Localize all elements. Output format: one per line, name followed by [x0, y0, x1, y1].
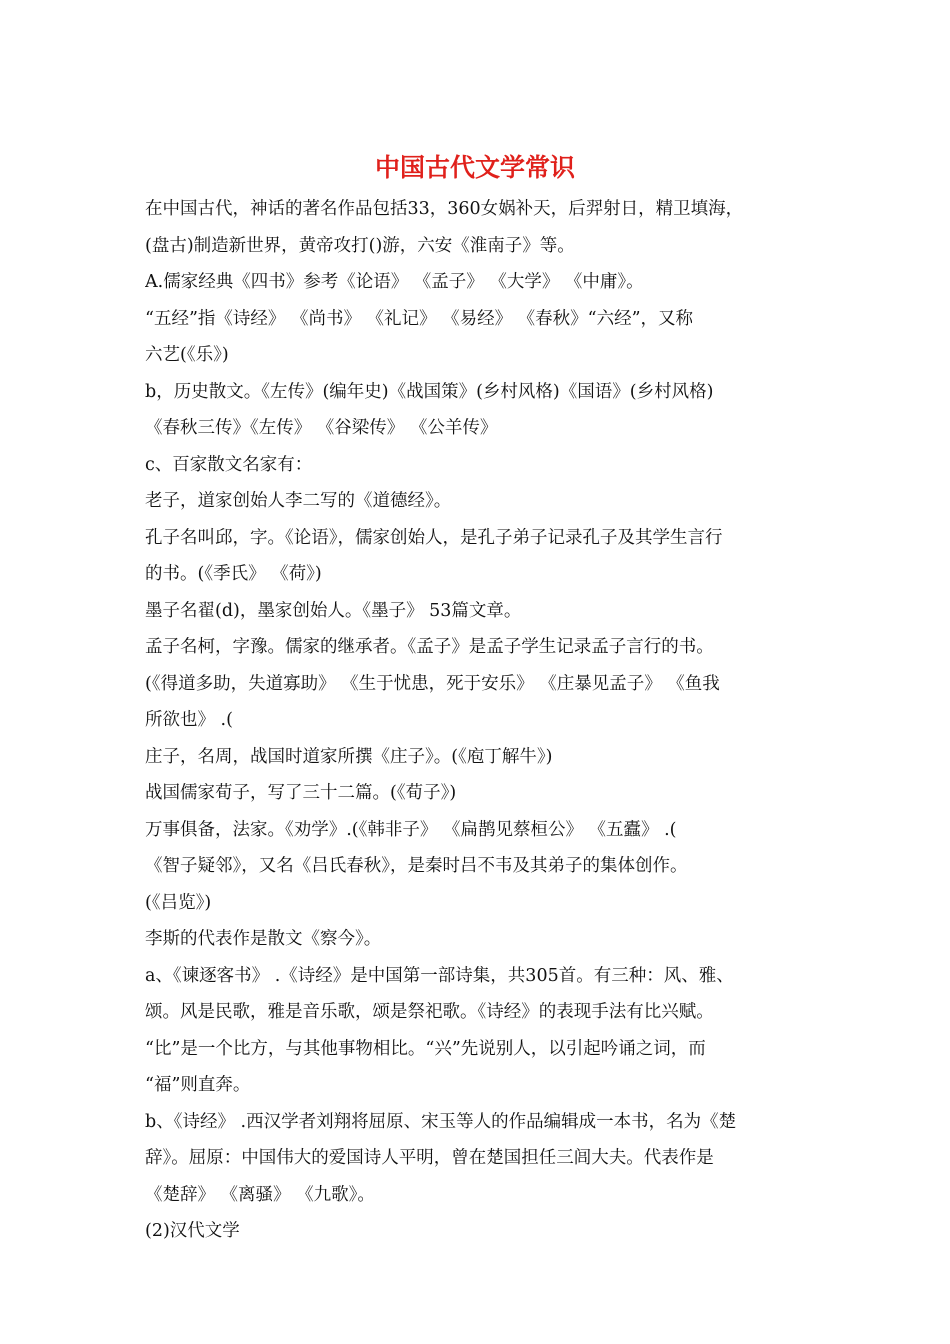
text-line: 墨子名翟(d)，墨家创始人。《墨子》 53篇文章。 [145, 600, 522, 621]
text-line: 孟子名柯，字豫。儒家的继承者。《孟子》是孟子学生记录孟子言行的书。 [145, 637, 714, 657]
text-line: A.儒家经典《四书》参考《论语》 《孟子》 《大学》 《中庸》。 [145, 272, 644, 292]
text-line: 颂。风是民歌，雅是音乐歌，颂是祭祀歌。《诗经》的表现手法有比兴赋。 [145, 1002, 714, 1022]
text-line: 庄子，名周，战国时道家所撰《庄子》。(《庖丁解牛》) [145, 746, 553, 767]
document-body [145, 191, 810, 1250]
text-line: b、《诗经》 .西汉学者刘翔将屈原、宋玉等人的作品编辑成一本书，名为《楚 [145, 1111, 737, 1132]
text-line: (《得道多助，失道寡助》 《生于忧患，死于安乐》 《庄暴见孟子》 《鱼我 [145, 673, 720, 694]
text-line: “五经”指《诗经》 《尚书》 《礼记》 《易经》 《春秋》“六经”，又称 [145, 308, 694, 329]
text-line: 万事俱备，法家。《劝学》.(《韩非子》 《扁鹊见蔡桓公》 《五蠹》 .( [145, 819, 677, 840]
text-line: 在中国古代，神话的著名作品包括33，360女娲补天，后羿射日，精卫填海， [145, 199, 744, 219]
text-line: c、百家散文名家有： [145, 454, 313, 475]
text-line: 李斯的代表作是散文《察今》。 [145, 929, 382, 949]
text-line: “福”则直奔。 [145, 1075, 251, 1095]
text-line: 战国儒家荀子，写了三十二篇。(《荀子》) [145, 783, 457, 803]
text-line: 老子，道家创始人李二写的《道德经》。 [145, 491, 452, 511]
text-line: “比”是一个比方，与其他事物相比。“兴”先说别人，以引起吟诵之词，而 [145, 1038, 706, 1059]
text-line: 《春秋三传》《左传》 《谷梁传》 《公羊传》 [145, 418, 498, 438]
text-line: (盘古)制造新世界，黄帝攻打()游，六安《淮南子》等。 [145, 235, 575, 256]
text-line: 六艺(《乐》) [145, 345, 229, 365]
text-line: 《楚辞》 《离骚》 《九歌》。 [145, 1184, 375, 1205]
page-title: 中国古代文学常识 [374, 153, 575, 182]
text-line: (2)汉代文学 [145, 1221, 240, 1241]
text-line: b，历史散文。《左传》(编年史)《战国策》(乡村风格)《国语》(乡村风格) [145, 381, 714, 402]
text-line: 《智子疑邻》，又名《吕氏春秋》，是秦时吕不韦及其弟子的集体创作。 [145, 856, 688, 876]
text-line: (《吕览》) [145, 892, 212, 913]
text-line: a、《谏逐客书》 .《诗经》是中国第一部诗集，共305首。有三种：风、雅、 [145, 965, 734, 986]
text-line: 的书。(《季氏》 《荷》) [145, 564, 322, 584]
text-line: 所欲也》 .( [145, 710, 233, 730]
text-line: 辞》。屈原：中国伟大的爱国诗人平明，曾在楚国担任三闾大夫。代表作是 [145, 1148, 714, 1168]
text-line: 孔子名叫邱，字。《论语》，儒家创始人，是孔子弟子记录孔子及其学生言行 [145, 527, 723, 548]
